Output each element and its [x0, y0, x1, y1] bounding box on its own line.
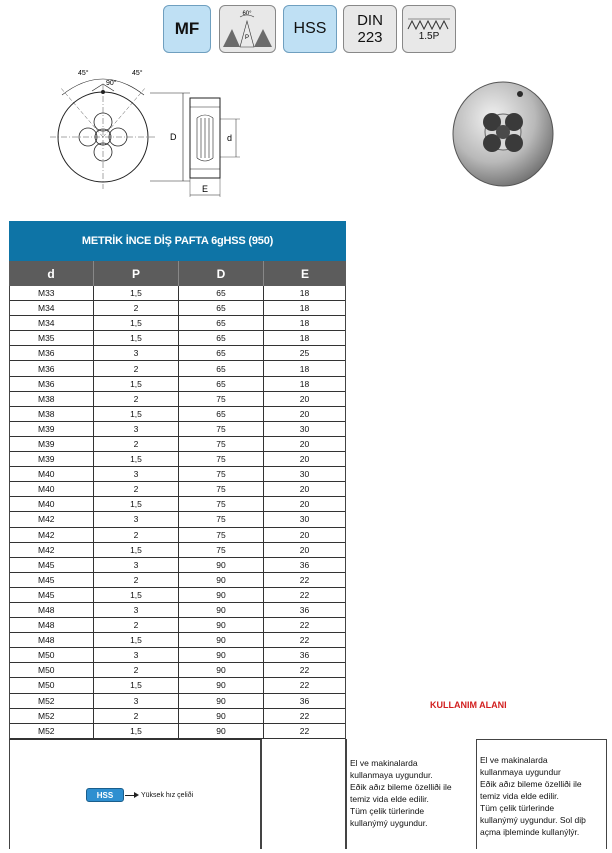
cell-d: M50 — [10, 663, 94, 677]
table-row — [10, 694, 345, 709]
cell-d: M39 — [10, 422, 94, 436]
cell-p: 2 — [94, 392, 179, 406]
usage-cell-1 — [346, 739, 477, 849]
cell-outer-d: 65 — [179, 346, 264, 360]
usage-line: temiz vida elde edilir. — [350, 794, 429, 804]
table-row — [10, 663, 345, 678]
usage-line: temiz vida elde edilir. — [480, 791, 559, 801]
table-row — [10, 724, 345, 739]
cell-e: 22 — [299, 620, 310, 631]
table-row — [10, 709, 345, 724]
cell-p: 1,5 — [94, 377, 179, 391]
table-row — [10, 331, 345, 346]
cell-p: 1,5 — [94, 452, 179, 466]
cell-outer-d: 90 — [179, 603, 264, 617]
cell-e: 20 — [299, 499, 310, 510]
cell-e: 36 — [299, 650, 310, 661]
usage-line: kullanýmý uygundur. — [350, 818, 428, 828]
header-d: d — [9, 261, 94, 286]
table-row — [10, 407, 345, 422]
cell-outer-d: 65 — [179, 331, 264, 345]
hss-legend — [86, 788, 193, 802]
table-row — [10, 528, 345, 543]
cell-d: M40 — [10, 467, 94, 481]
cell-d: M45 — [10, 558, 94, 572]
table-row — [10, 301, 345, 316]
cell-e: 18 — [299, 318, 310, 329]
usage-text-2 — [477, 740, 606, 838]
cell-d: M35 — [10, 331, 94, 345]
cell-outer-d: 90 — [179, 663, 264, 677]
cell-e: 30 — [299, 469, 310, 480]
cell-e: 36 — [299, 695, 310, 706]
cell-e: 22 — [299, 665, 310, 676]
usage-line: Eðik aðız bileme özelliði ile — [350, 782, 452, 792]
cell-outer-d: 90 — [179, 709, 264, 723]
cell-d: M50 — [10, 648, 94, 662]
cell-e: 18 — [299, 288, 310, 299]
cell-d: M48 — [10, 618, 94, 632]
cell-e: 18 — [299, 363, 310, 374]
cell-d: M52 — [10, 694, 94, 708]
table-row — [10, 678, 345, 693]
cell-outer-d: 90 — [179, 573, 264, 587]
cell-p: 1,5 — [94, 407, 179, 421]
table-row — [10, 497, 345, 512]
thread-pitch-symbol: P — [244, 35, 250, 41]
usage-line: kullanýmý uygundur. Sol diþ — [480, 815, 586, 825]
cell-p: 3 — [94, 467, 179, 481]
cell-d: M42 — [10, 528, 94, 542]
angle-top-label: 90° — [106, 80, 117, 87]
cell-p: 3 — [94, 558, 179, 572]
cell-outer-d: 75 — [179, 452, 264, 466]
header-p: P — [94, 261, 179, 286]
cell-e: 22 — [299, 710, 310, 721]
cell-d: M40 — [10, 482, 94, 496]
cell-p: 3 — [94, 603, 179, 617]
cell-e: 36 — [299, 559, 310, 570]
cell-p: 2 — [94, 528, 179, 542]
series-badge — [163, 5, 211, 53]
cell-p: 2 — [94, 361, 179, 375]
cell-d: M34 — [10, 316, 94, 330]
table-row — [10, 392, 345, 407]
cell-d: M36 — [10, 377, 94, 391]
cell-d: M39 — [10, 452, 94, 466]
arrow-right-icon — [125, 795, 137, 796]
usage-line: kullanmaya uygundur — [480, 767, 561, 777]
table-row — [10, 588, 345, 603]
cell-outer-d: 75 — [179, 422, 264, 436]
die-technical-drawing — [40, 65, 240, 200]
cell-d: M39 — [10, 437, 94, 451]
table-row — [10, 377, 345, 392]
header-e: E — [300, 266, 309, 281]
cell-outer-d: 75 — [179, 543, 264, 557]
cell-d: M50 — [10, 678, 94, 692]
table-row — [10, 452, 345, 467]
cell-outer-d: 65 — [179, 407, 264, 421]
usage-cell-2 — [477, 739, 607, 849]
cell-p: 1,5 — [94, 678, 179, 692]
cell-d: M45 — [10, 588, 94, 602]
header-outer-d: D — [179, 261, 264, 286]
table-body — [9, 286, 346, 739]
cell-p: 3 — [94, 694, 179, 708]
thread-profile-icon — [220, 7, 275, 51]
cell-p: 1,5 — [94, 286, 179, 300]
table-row — [10, 573, 345, 588]
outer-diameter-label: D — [170, 132, 177, 142]
cell-p: 1,5 — [94, 543, 179, 557]
standard-badge — [343, 5, 397, 53]
cell-d: M52 — [10, 724, 94, 738]
cell-e: 18 — [299, 333, 310, 344]
standard-line2: 223 — [357, 29, 383, 46]
usage-text-1 — [347, 739, 476, 829]
table-row — [10, 467, 345, 482]
cell-outer-d: 90 — [179, 558, 264, 572]
table-row — [10, 422, 345, 437]
material-badge — [283, 5, 337, 53]
pitch-label: 1.5P — [418, 30, 440, 42]
thread-angle-label: 60° — [242, 11, 252, 17]
table-row — [10, 316, 345, 331]
cell-e: 30 — [299, 423, 310, 434]
table-row — [10, 512, 345, 527]
cell-p: 2 — [94, 573, 179, 587]
cell-e: 20 — [299, 438, 310, 449]
cell-p: 3 — [94, 648, 179, 662]
cell-p: 1,5 — [94, 497, 179, 511]
pitch-badge — [402, 5, 456, 53]
usage-line: kullanmaya uygundur. — [350, 770, 433, 780]
cell-p: 3 — [94, 422, 179, 436]
cell-d: M38 — [10, 392, 94, 406]
angle-left-label: 45° — [78, 70, 89, 77]
hss-legend-description: Yüksek hız çeliði — [141, 791, 194, 799]
cell-outer-d: 90 — [179, 588, 264, 602]
cell-outer-d: 65 — [179, 301, 264, 315]
cell-e: 20 — [299, 529, 310, 540]
cell-outer-d: 90 — [179, 724, 264, 738]
cell-p: 2 — [94, 709, 179, 723]
cell-outer-d: 90 — [179, 678, 264, 692]
usage-line: Eðik aðız bileme özelliði ile — [480, 779, 582, 789]
hss-legend-badge: HSS — [86, 788, 124, 802]
cell-p: 1,5 — [94, 633, 179, 647]
cell-outer-d: 90 — [179, 648, 264, 662]
table-row — [10, 286, 345, 301]
cell-p: 1,5 — [94, 724, 179, 738]
standard-line1: DIN — [357, 12, 383, 29]
cell-d: M42 — [10, 543, 94, 557]
cell-outer-d: 75 — [179, 528, 264, 542]
usage-heading: KULLANIM ALANI — [430, 700, 507, 710]
usage-line: El ve makinalarda — [480, 755, 548, 765]
cell-p: 1,5 — [94, 331, 179, 345]
cell-d: M45 — [10, 573, 94, 587]
cell-d: M40 — [10, 497, 94, 511]
spacer-cell — [261, 739, 346, 849]
cell-outer-d: 75 — [179, 482, 264, 496]
cell-p: 2 — [94, 301, 179, 315]
bottom-section — [9, 739, 607, 849]
angle-right-label: 45° — [132, 70, 143, 77]
cell-e: 20 — [299, 393, 310, 404]
cell-outer-d: 75 — [179, 392, 264, 406]
cell-e: 20 — [299, 544, 310, 555]
table-row — [10, 543, 345, 558]
cell-e: 22 — [299, 574, 310, 585]
series-label: MF — [174, 19, 200, 38]
cell-outer-d: 90 — [179, 633, 264, 647]
cell-outer-d: 65 — [179, 361, 264, 375]
cell-e: 22 — [299, 725, 310, 736]
width-label: E — [202, 184, 209, 194]
cell-outer-d: 65 — [179, 316, 264, 330]
cell-p: 1,5 — [94, 588, 179, 602]
cell-outer-d: 75 — [179, 497, 264, 511]
cell-d: M52 — [10, 709, 94, 723]
cell-outer-d: 90 — [179, 694, 264, 708]
table-row — [10, 558, 345, 573]
cell-d: M38 — [10, 407, 94, 421]
cell-d: M36 — [10, 346, 94, 360]
cell-p: 2 — [94, 618, 179, 632]
cell-e: 30 — [299, 514, 310, 525]
usage-line: Tüm çelik türlerinde — [480, 803, 555, 813]
cell-p: 2 — [94, 663, 179, 677]
pitch-thread-icon — [406, 17, 452, 31]
cell-outer-d: 65 — [179, 377, 264, 391]
usage-line: El ve makinalarda — [350, 758, 418, 768]
table-title: METRİK İNCE DİŞ PAFTA 6gHSS (950) — [9, 221, 346, 261]
cell-e: 20 — [299, 484, 310, 495]
table-row — [10, 633, 345, 648]
cell-e: 22 — [299, 635, 310, 646]
cell-d: M33 — [10, 286, 94, 300]
cell-d: M48 — [10, 603, 94, 617]
cell-d: M34 — [10, 301, 94, 315]
cell-outer-d: 90 — [179, 618, 264, 632]
usage-line: açma iþleminde kullanýlýr. — [480, 827, 580, 837]
cell-e: 25 — [299, 348, 310, 359]
table-row — [10, 618, 345, 633]
cell-e: 20 — [299, 454, 310, 465]
table-row — [10, 603, 345, 618]
table-header-row — [9, 261, 346, 286]
legend-cell — [9, 739, 261, 849]
cell-outer-d: 75 — [179, 437, 264, 451]
usage-line: Tüm çelik türlerinde — [350, 806, 425, 816]
cell-outer-d: 75 — [179, 467, 264, 481]
cell-p: 2 — [94, 437, 179, 451]
table-row — [10, 482, 345, 497]
material-label: HSS — [293, 20, 327, 37]
cell-e: 36 — [299, 605, 310, 616]
cell-p: 3 — [94, 512, 179, 526]
inner-diameter-label: d — [227, 133, 233, 143]
cell-p: 3 — [94, 346, 179, 360]
die-product-photo — [445, 72, 560, 192]
table-row — [10, 437, 345, 452]
cell-e: 20 — [299, 408, 310, 419]
cell-e: 22 — [299, 680, 310, 691]
cell-outer-d: 75 — [179, 512, 264, 526]
table-row — [10, 346, 345, 361]
table-row — [10, 361, 345, 376]
cell-d: M36 — [10, 361, 94, 375]
cell-d: M42 — [10, 512, 94, 526]
cell-e: 18 — [299, 303, 310, 314]
cell-p: 1,5 — [94, 316, 179, 330]
cell-outer-d: 65 — [179, 286, 264, 300]
cell-e: 22 — [299, 589, 310, 600]
cell-d: M48 — [10, 633, 94, 647]
cell-p: 2 — [94, 482, 179, 496]
thread-profile-badge — [219, 5, 276, 53]
table-row — [10, 648, 345, 663]
cell-e: 18 — [299, 378, 310, 389]
